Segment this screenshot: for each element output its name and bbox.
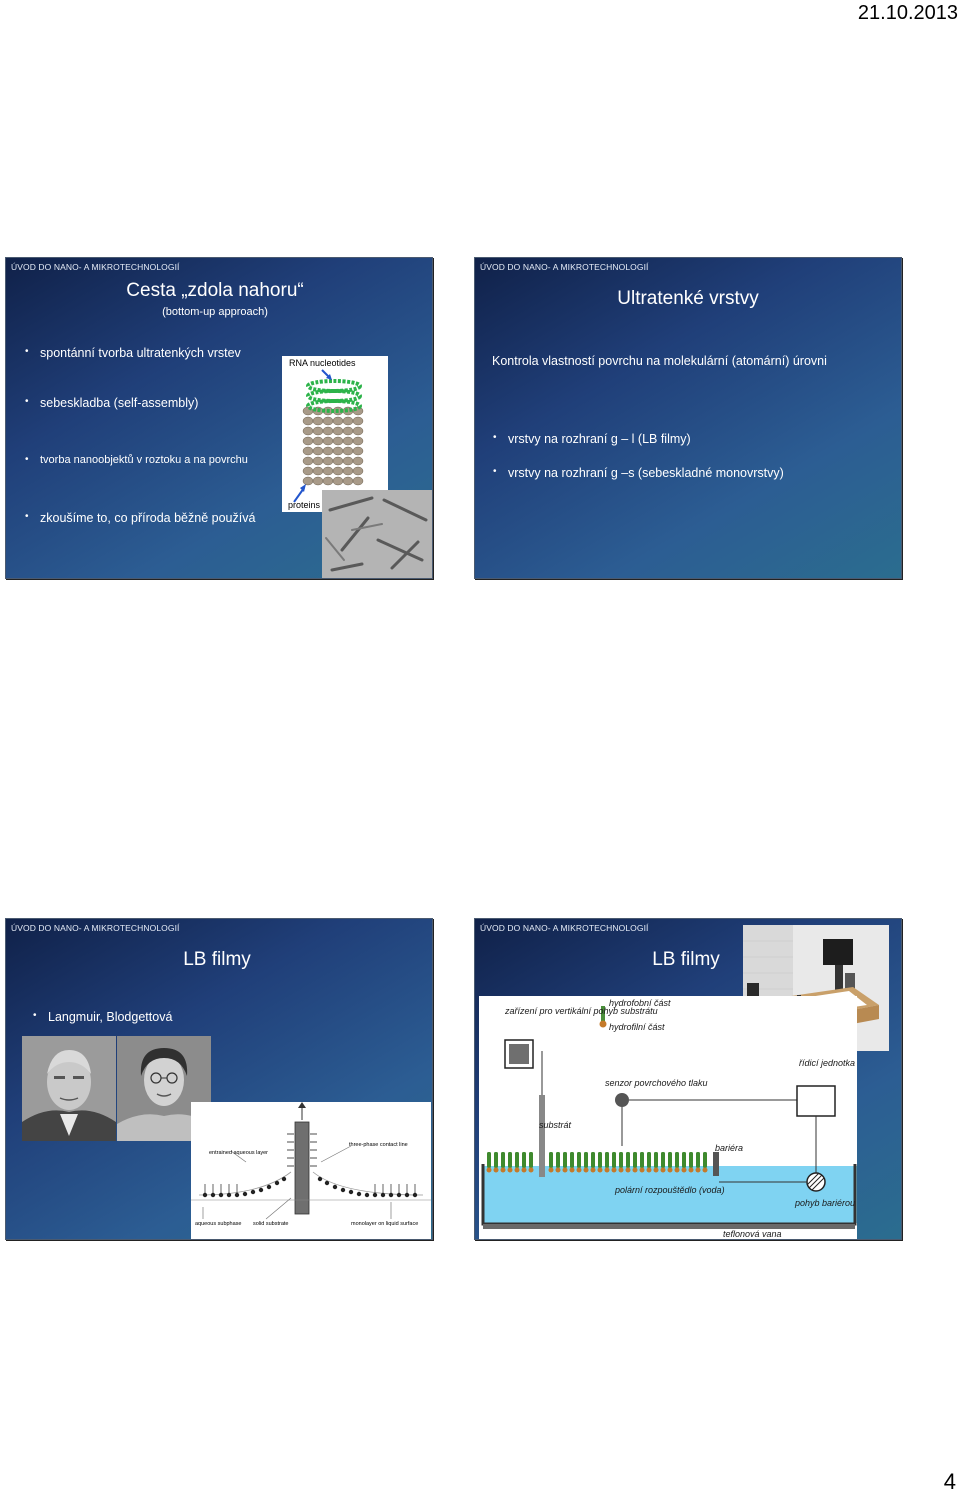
- control-unit-label: řídicí jednotka: [799, 1058, 856, 1068]
- bullet-item: • vrstvy na rozhraní g – l (LB filmy): [508, 432, 691, 446]
- proteins-label: proteins: [288, 500, 321, 510]
- entrained-layer-label: entrained aqueous layer: [209, 1150, 269, 1156]
- lb-trough-schematic: [479, 996, 857, 1239]
- rna-label: RNA nucleotides: [289, 358, 356, 368]
- subphase-label: aqueous subphase: [195, 1221, 242, 1227]
- langmuir-portrait: [22, 1036, 116, 1141]
- bullet-item: • tvorba nanoobjektů v roztoku a na povrchu: [40, 454, 248, 466]
- slide-ultrathin-layers[interactable]: [474, 257, 902, 579]
- substrate-label: substrát: [539, 1120, 572, 1130]
- device-label: zařízení pro vertikální pohyb substrátu: [505, 1006, 658, 1016]
- barrier-motion-label: pohyb bariérou: [795, 1198, 856, 1208]
- slide-title: Ultratenké vrstvy: [617, 288, 759, 309]
- trough-label: teflonová vana: [723, 1229, 782, 1239]
- sensor-label: senzor povrchového tlaku: [605, 1078, 708, 1088]
- micrograph-image: [322, 490, 432, 578]
- solid-substrate-label: solid substrate: [253, 1221, 289, 1227]
- intro-text: Kontrola vlastností povrchu na molekulární (atomární) úrovni: [492, 354, 827, 368]
- slide-header: ÚVOD DO NANO- A MIKROTECHNOLOGIÍ: [480, 923, 649, 933]
- page-number: 4: [943, 1469, 956, 1494]
- slide-bottom-up[interactable]: [5, 257, 433, 579]
- page-date: 21.10.2013: [857, 2, 958, 24]
- slide-header: ÚVOD DO NANO- A MIKROTECHNOLOGIÍ: [480, 262, 649, 272]
- solvent-label: polární rozpouštědlo (voda): [615, 1185, 725, 1195]
- slide-subtitle: (bottom-up approach): [162, 306, 268, 318]
- slide-lb-films-apparatus[interactable]: [474, 918, 902, 1240]
- slide-title: Cesta „zdola nahoru“: [126, 280, 304, 301]
- slide-title: LB filmy: [652, 949, 720, 970]
- slide-lb-films-people[interactable]: [5, 918, 433, 1240]
- bullet-item: • vrstvy na rozhraní g –s (sebeskladné monovrstvy): [508, 466, 784, 480]
- barrier-label: bariéra: [715, 1143, 744, 1153]
- lb-deposition-diagram: [191, 1102, 431, 1239]
- slide-header: ÚVOD DO NANO- A MIKROTECHNOLOGIÍ: [11, 262, 180, 272]
- bullet-item: • Langmuir, Blodgettová: [48, 1010, 172, 1024]
- slide-title: LB filmy: [183, 949, 251, 970]
- bullet-item: • spontánní tvorba ultratenkých vrstev: [40, 346, 241, 360]
- bullet-item: • sebeskladba (self-assembly): [40, 396, 198, 410]
- hydrophilic-label: hydrofilní část: [609, 1022, 665, 1032]
- slide-header: ÚVOD DO NANO- A MIKROTECHNOLOGIÍ: [11, 923, 180, 933]
- rna-protein-figure: [282, 356, 388, 512]
- hydrophobic-label: hydrofobní část: [609, 998, 671, 1008]
- bullet-item: • zkoušíme to, co příroda běžně používá: [40, 511, 255, 525]
- contact-line-label: three-phase contact line: [349, 1142, 408, 1148]
- monolayer-label: monolayer on liquid surface: [351, 1221, 419, 1227]
